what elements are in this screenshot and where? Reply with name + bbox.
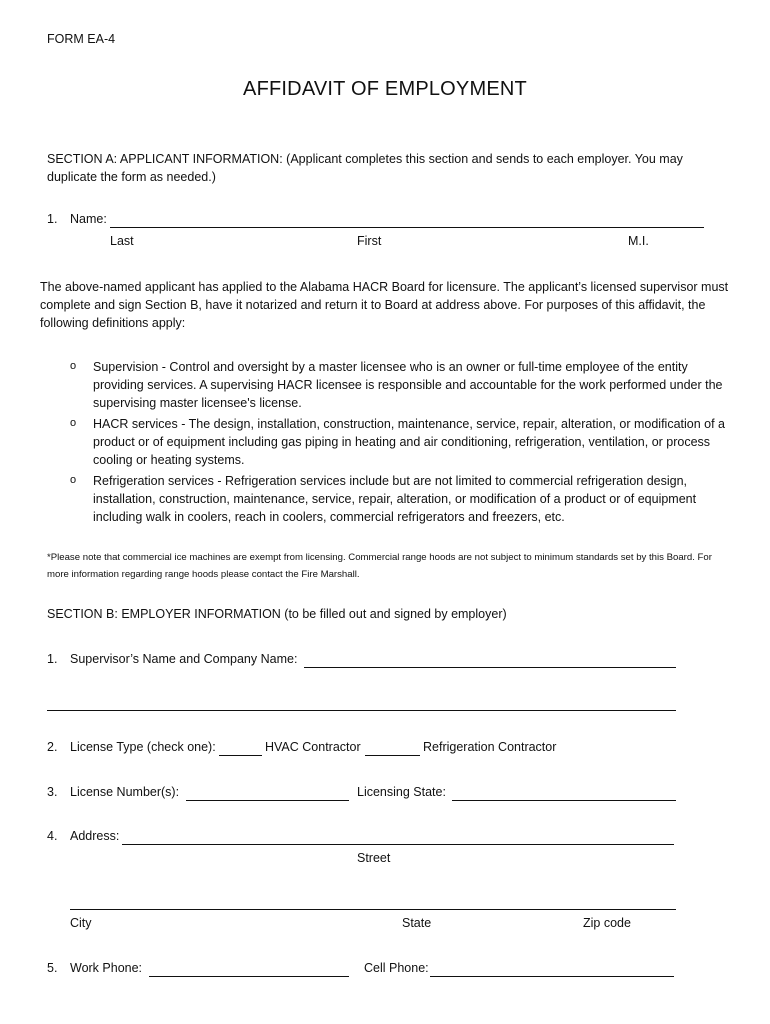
license-number-label: License Number(s): — [70, 785, 180, 799]
work-phone-label: Work Phone: — [70, 961, 143, 975]
refrigeration-option-label: Refrigeration Contractor — [423, 740, 557, 754]
hvac-checkbox[interactable] — [219, 755, 262, 756]
q3-number: 3. — [47, 785, 58, 799]
bullet-icon: o — [70, 360, 77, 372]
license-number-field[interactable] — [186, 800, 349, 801]
zip-sublabel: Zip code — [583, 916, 631, 930]
q1-number: 1. — [47, 212, 58, 226]
page-title: AFFIDAVIT OF EMPLOYMENT — [243, 78, 527, 100]
q5-number: 5. — [47, 961, 58, 975]
bullet-icon: o — [70, 417, 77, 429]
exemption-note: *Please note that commercial ice machines are exempt from licensing. Commercial range hoods are not subject to minimum standards set by this Board. For more information regarding range hoods please contact the Fire Marshall. — [47, 552, 712, 580]
intro-paragraph: The above-named applicant has applied to the Alabama HACR Board for licensure. The applicant’s licensed supervisor must complete and sign Section B, have it notarized and return it to Board at address above. For purposes of this affidavit, the following definitions apply: — [40, 280, 729, 330]
supervisor-field[interactable] — [304, 667, 676, 668]
q4-number: 4. — [47, 829, 58, 843]
section-b-heading: SECTION B: EMPLOYER INFORMATION (to be filled out and signed by employer) — [47, 607, 507, 621]
cell-phone-label: Cell Phone: — [364, 961, 429, 975]
name-label: Name: — [70, 212, 107, 226]
cell-phone-field[interactable] — [430, 976, 674, 977]
q1-number: 1. — [47, 652, 58, 666]
street-field[interactable] — [122, 844, 674, 845]
license-type-label: License Type (check one): — [70, 740, 216, 754]
street-sublabel: Street — [357, 851, 391, 865]
address-label: Address: — [70, 829, 120, 843]
refrigeration-checkbox[interactable] — [365, 755, 420, 756]
name-field[interactable] — [110, 227, 704, 228]
city-state-zip-field[interactable] — [70, 909, 676, 910]
supervisor-label: Supervisor’s Name and Company Name: — [70, 652, 298, 666]
bullet-icon: o — [70, 474, 77, 486]
state-sublabel: State — [402, 916, 432, 930]
form-id: FORM EA-4 — [47, 32, 116, 46]
definition-supervision: Supervision - Control and oversight by a master licensee who is an owner or full-time employee of the entity providing services. A supervising HACR licensee is responsible and accountable for the work performed under the supervising master licensee's license. — [93, 360, 723, 410]
hvac-option-label: HVAC Contractor — [265, 740, 361, 754]
work-phone-field[interactable] — [149, 976, 349, 977]
name-sublabel-mi: M.I. — [628, 234, 649, 248]
name-sublabel-first: First — [357, 234, 382, 248]
definition-refrigeration-services: Refrigeration services - Refrigeration services include but are not limited to commercial refrigeration design, installation, construction, maintenance, service, repair, alteration, or modification of a product or of equipment including walk in coolers, reach in coolers, commercial refrigerators and freezers, etc. — [93, 474, 697, 524]
definition-hacr-services: HACR services - The design, installation, construction, maintenance, service, repair, alteration, or modification of a product or of equipment including gas piping in heating and air conditioning, refrigeration, ventilation, or process cooling or heating systems. — [93, 417, 726, 467]
licensing-state-field[interactable] — [452, 800, 676, 801]
licensing-state-label: Licensing State: — [357, 785, 446, 799]
q2-number: 2. — [47, 740, 58, 754]
name-sublabel-last: Last — [110, 234, 134, 248]
company-name-field[interactable] — [47, 710, 676, 711]
city-sublabel: City — [70, 916, 92, 930]
section-a-heading: SECTION A: APPLICANT INFORMATION: (Applicant completes this section and sends to each employer. You may duplicate the form as needed.) — [47, 152, 683, 184]
